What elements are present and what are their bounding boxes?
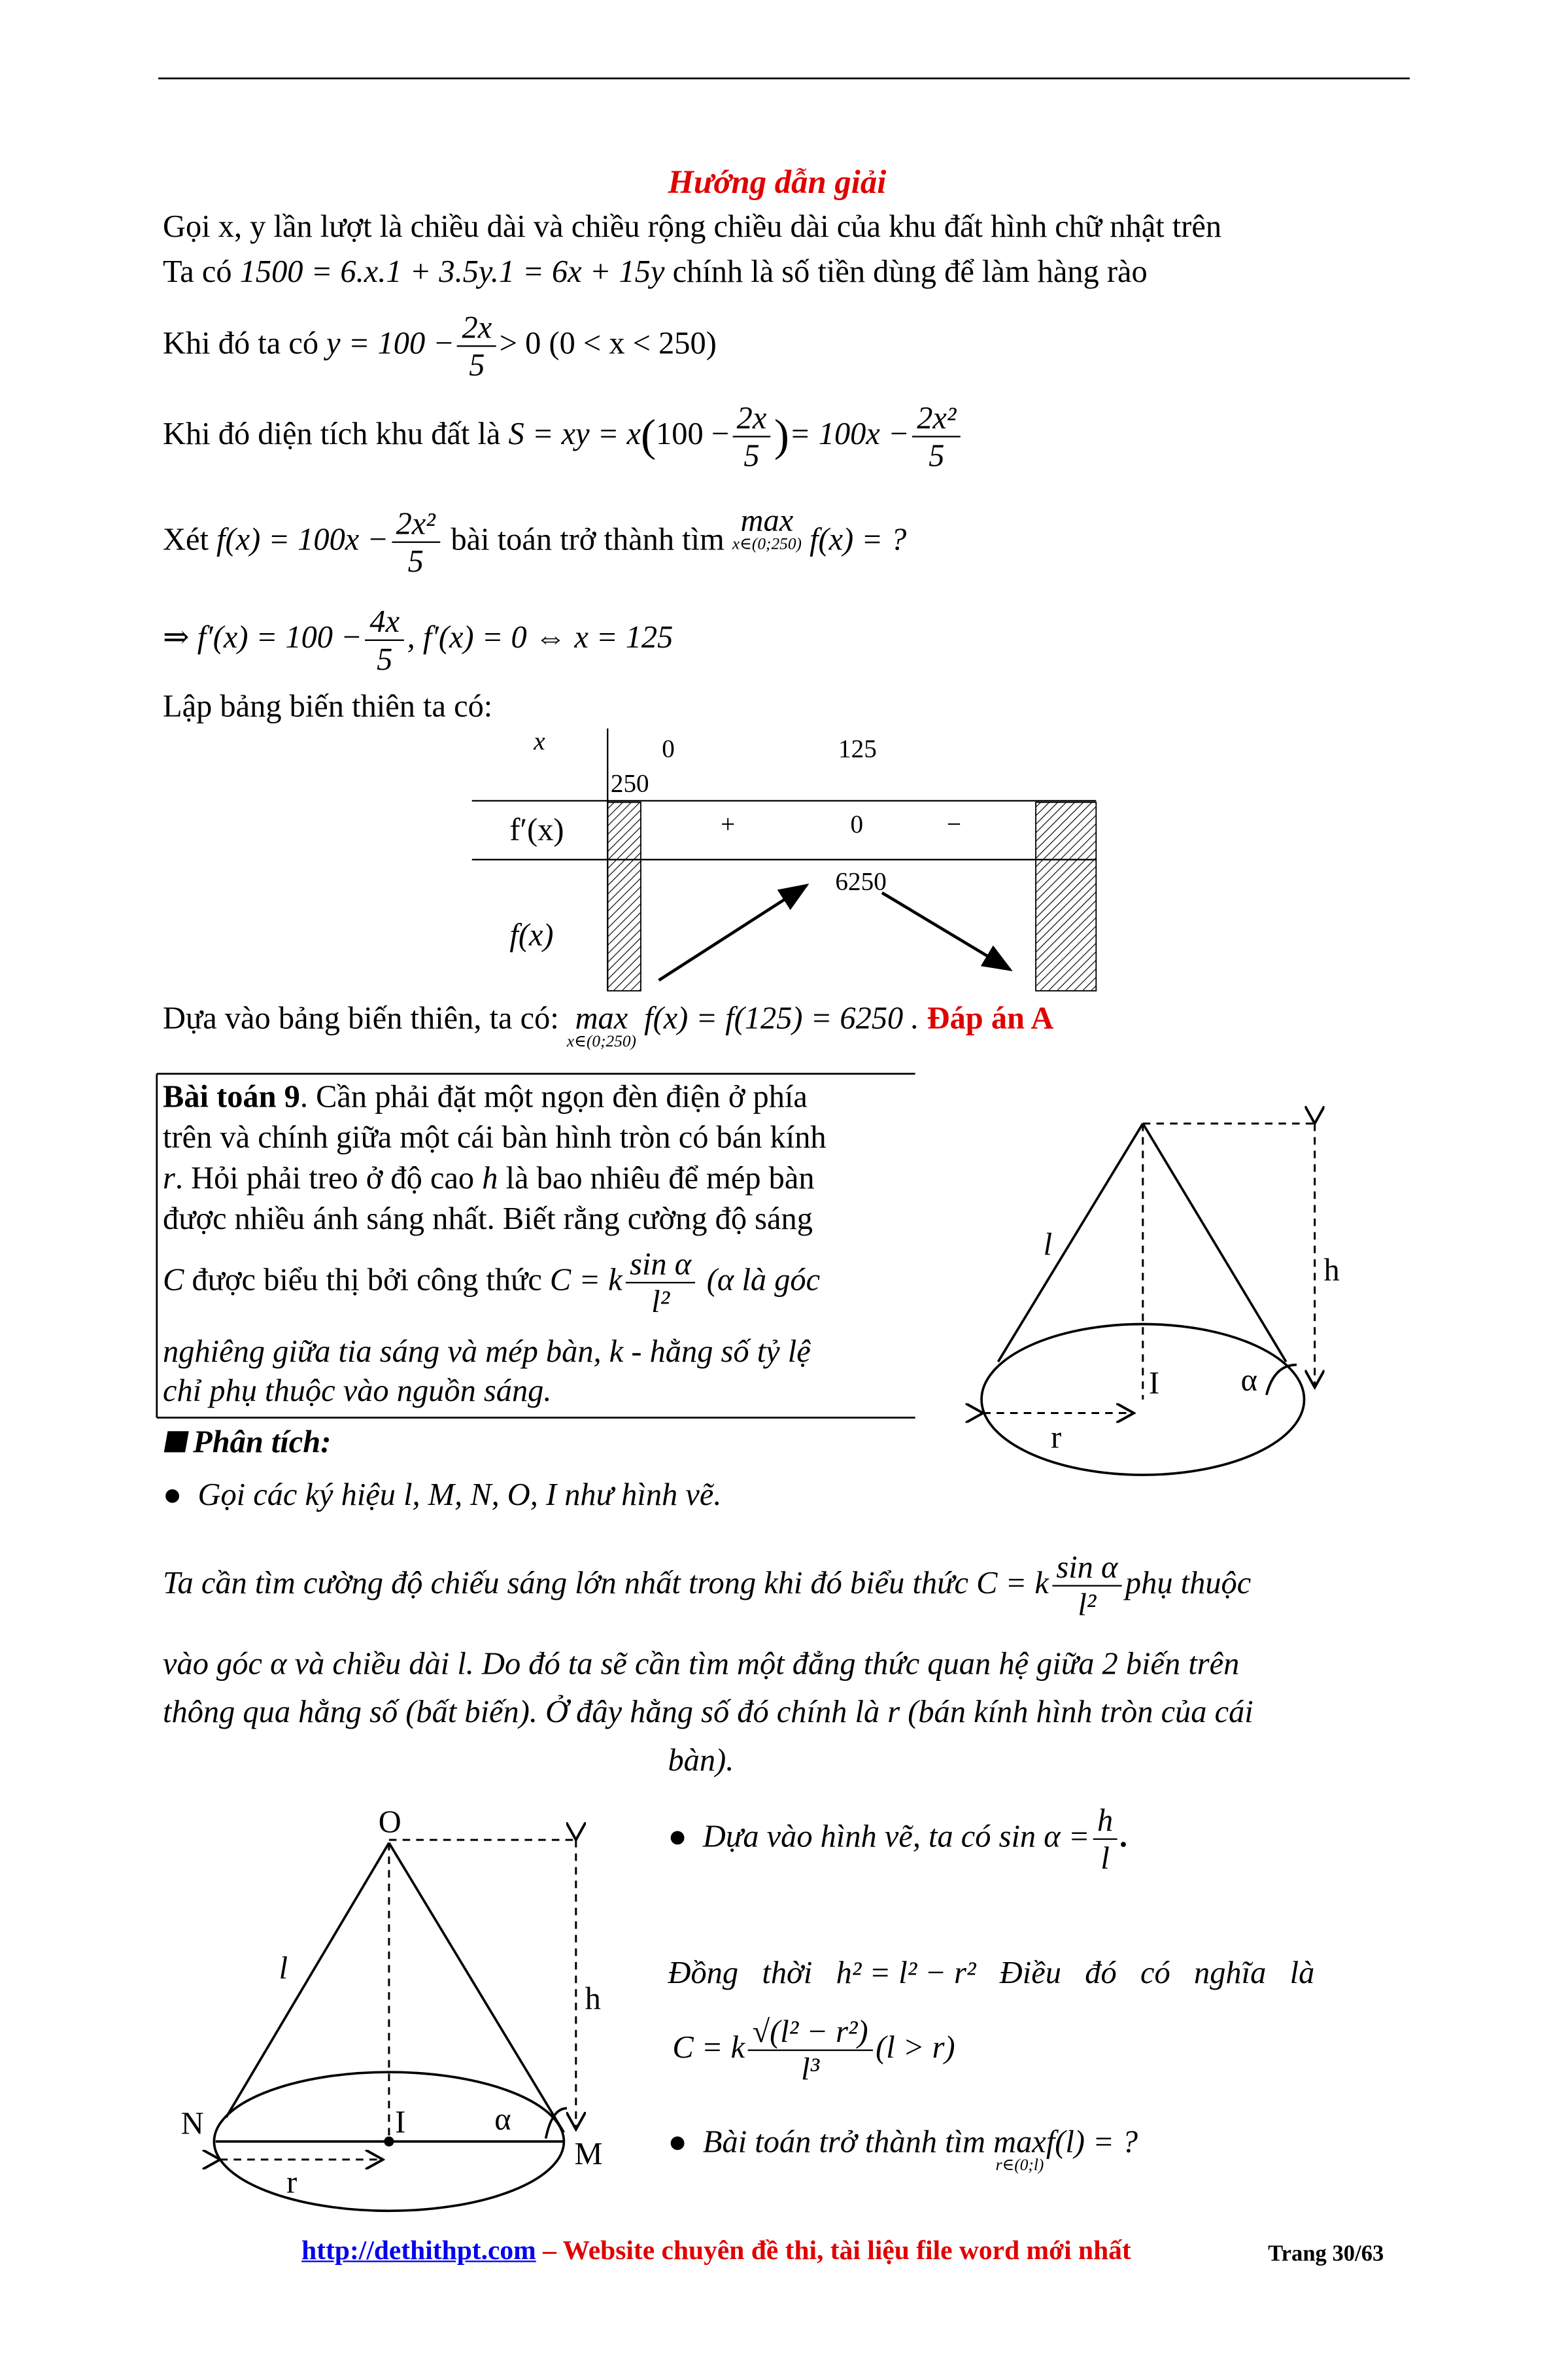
decreasing-arrow [882, 893, 1010, 970]
page-number: Trang 30/63 [1268, 2242, 1384, 2267]
math: y = 100 − [326, 324, 454, 362]
cone-figure-top [981, 1124, 1315, 1475]
problem-line: chỉ phụ thuộc vào nguồn sáng. [163, 1372, 552, 1409]
bullet-item: ● Dựa vào hình vẽ, ta có sin α = $\frac{h}{l}$ . [668, 1802, 1129, 1876]
footer-tagline: – Website chuyên đề thi, tài liệu file word mới nhất [536, 2235, 1131, 2266]
problem-line: Bài toán 9. Cần phải đặt một ngọn đèn điện ở phía [163, 1078, 808, 1114]
table-x-value: 250 [610, 768, 649, 798]
table-sign: + [721, 810, 736, 839]
analysis-paragraph-line: thông qua hằng số (bất biến). Ở đây hằng số đó chính là r (bán kính hình tròn của cái [163, 1693, 1253, 1730]
label-i: I [1149, 1366, 1160, 1401]
table-max-value: 6250 [835, 867, 887, 896]
problem-line: C được biểu thị bởi công thức C = k $\frac{\text{sin α}}{\text{l²}}$ (α là góc [163, 1245, 821, 1320]
problem-line: r. Hỏi phải treo ở độ cao h là bao nhiêu để mép bàn [163, 1160, 815, 1196]
fraction: $\frac{2x}{5}$ [732, 400, 772, 474]
math: > 0 (0 < x < 250) [499, 324, 717, 362]
answer-label: Đáp án A [927, 999, 1054, 1037]
label-i: I [395, 2105, 406, 2140]
analysis-line: Đồng thời h² = l² − r² Điều đó có nghĩa là [668, 1954, 1315, 1991]
cone-figure-bottom [214, 1840, 575, 2211]
analysis-paragraph-line: vào góc α và chiều dài l. Do đó ta sẽ cần tìm một đẳng thức quan hệ giữa 2 biến trên [163, 1645, 1240, 1682]
table-x-value: 0 [662, 734, 675, 763]
analysis-paragraph-line: bàn). [668, 1742, 734, 1778]
math: S = xy = x [508, 415, 641, 452]
solution-heading: Hướng dẫn giải [668, 163, 887, 201]
hatched-column-right [1036, 803, 1096, 991]
label-h: h [1323, 1252, 1340, 1288]
text: Xét [163, 521, 209, 557]
analysis-paragraph-line: Ta cần tìm cường độ chiếu sáng lớn nhất trong khi đó biểu thức C = k $\frac{\text{sin α}}{\text{l²}}$ phụ thuộc [163, 1549, 1252, 1623]
bullet-icon: ● [668, 1818, 687, 1854]
math: ⇒ f′(x) = 100 − [163, 619, 362, 655]
label-r: r [1051, 1420, 1062, 1455]
fraction: $\frac{2x}{5}$ [458, 309, 497, 384]
bullet-icon: ● [668, 2123, 687, 2160]
line-1: Gọi x, y lần lượt là chiều dài và chiều rộng chiều dài của khu đất hình chữ nhật trên [163, 208, 1222, 245]
line-2 [163, 253, 1148, 290]
table-sign: − [947, 810, 962, 839]
line-8 [163, 999, 1054, 1052]
line-4: Khi đó diện tích khu đất là S = xy = x(100 − $\frac{2x}{5}$ )= 100x − $\frac{\text{2x²}}{5}$ [163, 400, 964, 474]
label-l: l [279, 1951, 288, 1986]
bullet-item: ● Bài toán trở thành tìm max r∈(0;l) f(l) = ? [668, 2123, 1138, 2175]
max-operator: max x∈(0;250) [566, 999, 637, 1052]
table-x-value: 125 [838, 734, 877, 763]
problem-line: nghiêng giữa tia sáng và mép bàn, k - hằng số tỷ lệ [163, 1333, 811, 1370]
fraction: $\frac{4x}{5}$ [365, 603, 404, 678]
math: f(x) = f(125) = 6250 . [644, 999, 919, 1037]
variation-table [472, 729, 1097, 991]
text: Khi đó ta có [163, 324, 319, 362]
line-7: Lập bảng biến thiên ta có: [163, 687, 493, 724]
footer-website-link[interactable]: http://dethithpt.com [301, 2235, 536, 2266]
math: f(x) = 100x − [216, 521, 389, 557]
label-h: h [585, 1981, 601, 2016]
table-fprime-label: f′(x) [509, 811, 564, 848]
math: , f′(x) = 0 ⇔ x = 125 [407, 619, 673, 655]
math: = 100x − [789, 415, 910, 452]
text: Khi đó diện tích khu đất là [163, 415, 501, 452]
text: bài toán trở thành tìm [451, 521, 724, 557]
problem-line: trên và chính giữa một cái bàn hình tròn có bán kính [163, 1118, 827, 1156]
table-f-label: f(x) [509, 916, 554, 954]
analysis-formula: C = k $\frac{\text{√(l² − r²)}}{\text{l³}}$ (l > r) [672, 2013, 955, 2088]
math: 1500 = 6.x.1 + 3.5y.1 = 6x + 15y [239, 253, 665, 290]
fraction: $\frac{\text{2x²}}{5}$ [912, 400, 961, 474]
bullet-item: ● Gọi các ký hiệu l, M, N, O, I như hình vẽ. [163, 1476, 722, 1513]
label-l: l [1043, 1227, 1053, 1262]
square-bullet-icon [164, 1431, 189, 1452]
fraction: $\frac{\text{2x²}}{5}$ [392, 505, 440, 579]
max-operator: max x∈(0;250) [732, 502, 802, 554]
line-6 [163, 603, 673, 678]
text: chính là số tiền dùng để làm hàng rào [672, 253, 1148, 290]
footer [301, 2237, 1131, 2264]
math: 100 − [656, 415, 730, 452]
bullet-icon: ● [163, 1476, 182, 1513]
fraction: $\frac{\text{sin α}}{\text{l²}}$ [625, 1246, 696, 1321]
label-o: O [378, 1804, 401, 1840]
text: Ta có [163, 253, 232, 290]
table-sign: 0 [850, 810, 864, 839]
line-5 [163, 502, 907, 579]
label-n: N [180, 2106, 204, 2141]
analysis-heading: Phân tích: [166, 1426, 332, 1458]
label-m: M [574, 2136, 603, 2171]
label-alpha: α [1240, 1362, 1258, 1398]
increasing-arrow [659, 886, 807, 980]
label-r: r [286, 2165, 298, 2200]
label-alpha: α [494, 2101, 511, 2137]
problem-line: được nhiều ánh sáng nhất. Biết rằng cường độ sáng [163, 1200, 813, 1237]
max-operator: max r∈(0;l) [993, 2123, 1046, 2175]
cone-figure-top-labels [1044, 1227, 1340, 1455]
line-3 [163, 309, 717, 384]
hatched-column-left [607, 803, 641, 991]
table-x-label: x [534, 727, 545, 756]
math: f(x) = ? [810, 521, 907, 557]
text: Dựa vào bảng biến thiên, ta có: [163, 999, 559, 1037]
